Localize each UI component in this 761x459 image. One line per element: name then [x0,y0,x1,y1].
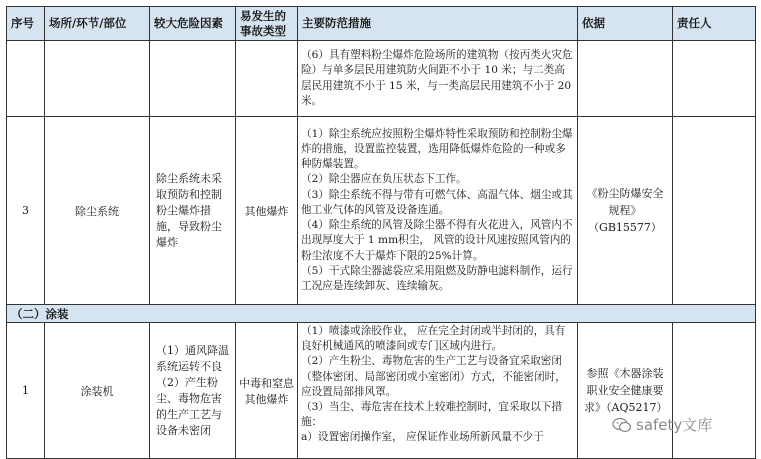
header-place: 场所/环节/部位 [45,7,150,41]
measure-item: （3）当尘、毒危害在技术上较难控制时，宜采取以下措施： [301,401,562,429]
table-row [7,323,756,459]
wechat-icon [612,417,632,433]
header-cause: 较大危险因素 [150,7,236,41]
header-basis: 依据 [578,7,673,41]
measures-cell: （6）具有塑料粉尘爆炸危险场所的建筑物（按丙类火灾危险）与单多层民用建筑防火间距不小于 10 米；与二类高层民用建筑不小于 15 米，与一类高层民用建筑不小于 20 米。 [298,41,578,117]
measure-item: （2）产生粉尘、毒物危害的生产工艺与设备宜采取密闭（整体密闭、局部密闭或小室密闭）方式，不能密闭时，应设置局部排风罩。 [301,355,566,398]
owner-cell [673,117,756,305]
header-measures: 主要防范措施 [298,7,578,41]
header-owner: 责任人 [673,7,756,41]
measure-item: （5）干式除尘器滤袋应采用阻燃及防静电滤料制作，运行工况应是连续卸灰、连续输灰。 [301,264,573,292]
row-number: 3 [7,117,45,305]
measure-item: （2）除尘器应在负压状态下工作。 [301,173,467,186]
measure-item: （1）喷漆或涂胶作业， 应在完全封闭或半封闭的，具有良好机械通风的喷漆间或专门区域内进行。 [301,325,566,353]
header-row [7,7,756,41]
basis-cell: 参照《木器涂装职业安全健康要求》（AQ5217） [578,323,673,459]
hazard-table [6,6,756,459]
header-type: 易发生的事故类型 [236,7,298,41]
section-row [7,305,756,323]
section-title: （二）涂装 [7,305,756,323]
table-row [7,41,756,117]
place-cell: 涂装机 [45,323,150,459]
header-no: 序号 [7,7,45,41]
row-number: 1 [7,323,45,459]
measures-cell [298,323,578,459]
place-cell: 除尘系统 [45,117,150,305]
watermark-text: safety文库 [636,416,713,434]
owner-cell [673,323,756,459]
measure-item: （4）除尘系统的风管及除尘器不得有火花进入，风管内不出现厚度大于 1 mm积尘， 风管的设计风速按照风管内的粉尘浓度不大于爆炸下限的25%计算。 [301,219,573,262]
measure-item: （1）除尘系统应按照粉尘爆炸特性采取预防和控制粉尘爆炸的措施，设置监控装置，选用降低爆炸危险的一种或多种防爆装置。 [301,127,573,171]
type-cell: 中毒和窒息其他爆炸 [236,323,298,459]
basis-cell: 《粉尘防爆安全规程》（GB15577） [578,117,673,305]
measure-item: （3）除尘系统不得与带有可燃气体、高温气体、烟尘或其他工业气体的风管及设备连通。 [301,188,573,216]
type-cell: 其他爆炸 [236,117,298,305]
measures-cell [298,117,578,305]
measure-item: a）设置密闭操作室， 应保证作业场所新风量不少于 [301,431,544,444]
cause-cell: 除尘系统未采取预防和控制粉尘爆炸措施，导致粉尘爆炸 [150,117,236,305]
table-row [7,117,756,305]
cause-cell: （1）通风降温系统运转不良（2）产生粉尘、毒物危害的生产工艺与设备未密闭 [150,323,236,459]
watermark [612,414,712,435]
